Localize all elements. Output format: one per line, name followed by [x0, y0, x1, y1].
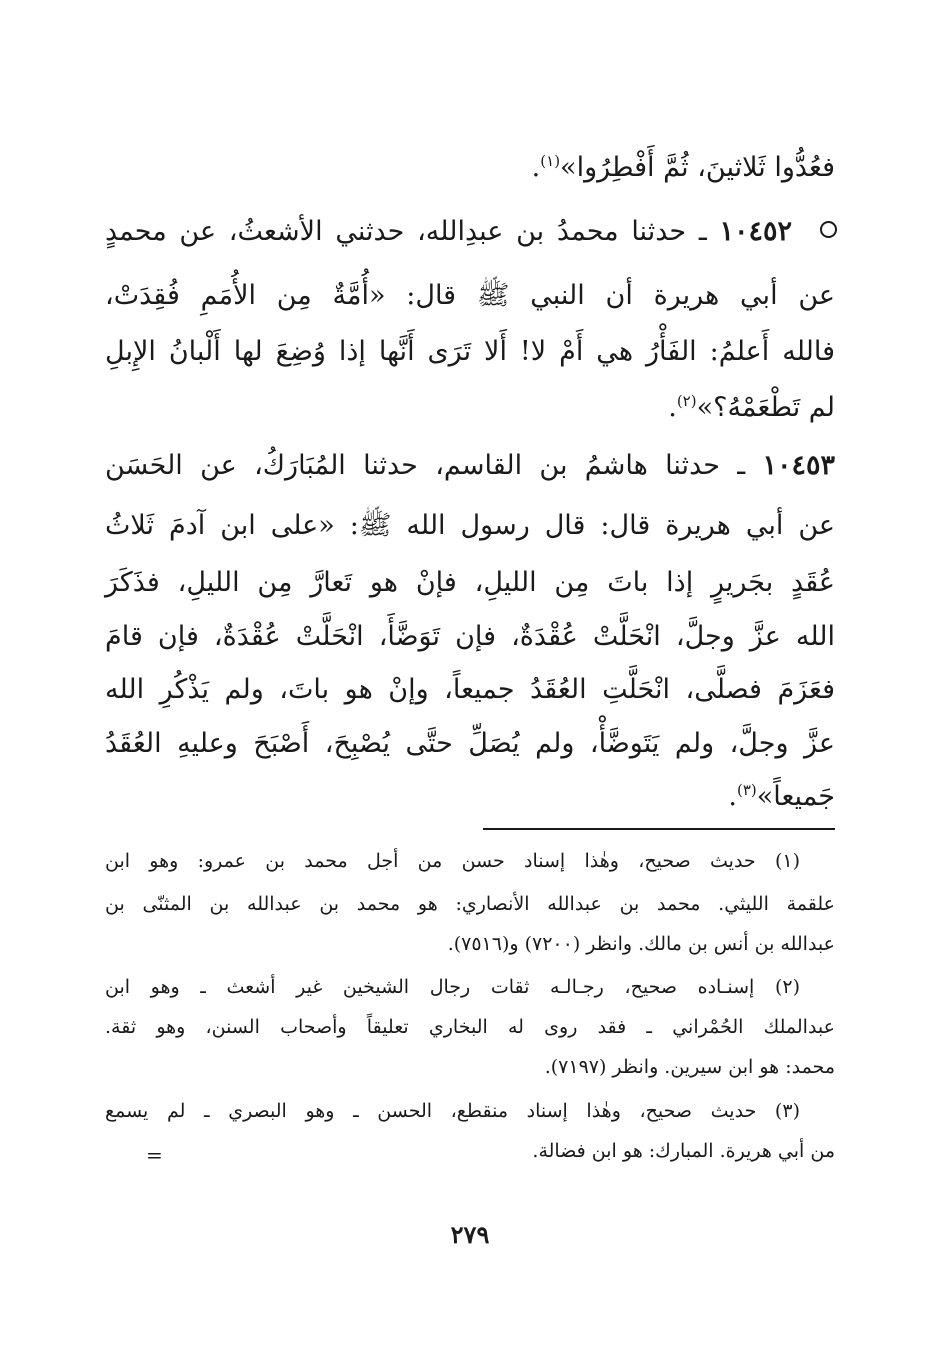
hadith-number-10452: ١٠٤٥٢ — [719, 216, 792, 247]
footnote-2-line-1: (٢) إسنـاده صحيح، رجـالـه ثقات رجال الشيخين غير أشعث ـ وهو ابن — [105, 976, 800, 998]
footnote-1-line-2: علقمة الليثي. محمد بن عبدالله الأنصاري: هو محمد بن عبدالله بن المثنّى بن — [105, 893, 835, 915]
text-line-8: عُقَدٍ بجَريرٍ إذا باتَ مِن الليلِ، فإنْ هو تَعارَّ مِن الليلِ، فذَكَرَ — [105, 567, 835, 598]
footnote-3-line-1: (٣) حديث صحيح، وهٰذا إسناد منقطع، الحسن ـ وهو البصري ـ لم يسمع — [105, 1100, 800, 1122]
footnote-2-line-3: محمد: هو ابن سيرين. وانظر (٧١٩٧). — [544, 1056, 835, 1078]
text-line-1-body: فعُدُّوا ثَلاثينَ، ثُمَّ أَفْطِرُوا» — [560, 152, 835, 183]
footnote-ref-3: (٣) — [737, 781, 757, 799]
text-line-11: عزَّ وجلَّ، ولم يَتَوضَّأْ، ولم يُصَلِّ حتَّى يُصْبِحَ، أَصْبَحَ وعليهِ العُقَدُ — [105, 728, 835, 759]
text-line-5-body: لم تَطْعَمْهُ؟» — [696, 392, 835, 423]
text-line-7: عن أبي هريرة قال: قال رسول الله ﷺ: «على ابن آدمَ ثَلاثُ — [105, 510, 835, 541]
text-line-12-body: جَميعاً» — [756, 781, 835, 812]
text-line-9: الله عزَّ وجلَّ، انْحَلَّتْ عُقْدَةٌ، فإن تَوَضَّأَ، انْحَلَّتْ عُقْدَةٌ، فإن قامَ — [105, 621, 835, 652]
footnote-separator — [483, 828, 835, 830]
footnote-2-line-2: عبدالملك الحُمْراني ـ فقد روى له البخاري تعليقاً وأصحاب السنن، وهو ثقة. — [105, 1016, 835, 1038]
text-line-1-end: . — [531, 152, 541, 183]
hadith-10453-heading — [105, 446, 835, 486]
hadith-10452-heading — [105, 212, 792, 252]
footnote-ref-1: (١) — [540, 152, 561, 170]
footnote-1-line-3: عبدالله بن أنس بن مالك. وانظر (٧٢٠٠) و(٧٥١٦). — [447, 933, 835, 955]
text-line-12-end: . — [728, 781, 737, 812]
page-number: ٢٧٩ — [450, 1220, 490, 1249]
continuation-mark: = — [146, 1143, 163, 1167]
text-line-3: عن أبي هريرة أن النبي ﷺ قال: «أُمَّةٌ مِن الأُمَمِ فُقِدَتْ، — [105, 280, 835, 311]
hadith-number-10453: ١٠٤٥٣ — [762, 450, 836, 481]
footnote-3-line-2: من أبي هريرة. المبارك: هو ابن فضالة. — [532, 1140, 835, 1162]
text-line-5 — [105, 388, 835, 428]
text-line-10: فعَزَمَ فصلَّى، انْحَلَّتِ العُقَدُ جميعاً، وإنْ هو باتَ، ولم يَذْكُرِ الله — [105, 674, 835, 705]
text-line-5-end: . — [668, 392, 677, 423]
footnote-ref-2: (٢) — [676, 392, 697, 410]
text-line-1 — [105, 148, 835, 188]
footnote-1-line-1: (١) حديث صحيح، وهٰذا إسناد حسن من أجل محمد بن عمرو: وهو ابن — [105, 850, 800, 872]
text-line-12 — [105, 777, 835, 817]
hadith-10453-isnad: ـ حدثنا هاشمُ بن القاسم، حدثنا المُبَارَكُ، عن الحَسَن — [105, 450, 746, 481]
hadith-marker-circle — [820, 221, 837, 238]
text-line-4: فالله أَعلمُ: الفَأْرُ هي أَمْ لا! أَلا تَرَى أَنَّها إذا وُضِعَ لها أَلْبانُ الإِبلِ — [105, 336, 835, 367]
hadith-10452-isnad: ـ حدثنا محمدُ بن عبدِالله، حدثني الأشعثُ، عن محمدٍ — [105, 216, 707, 247]
